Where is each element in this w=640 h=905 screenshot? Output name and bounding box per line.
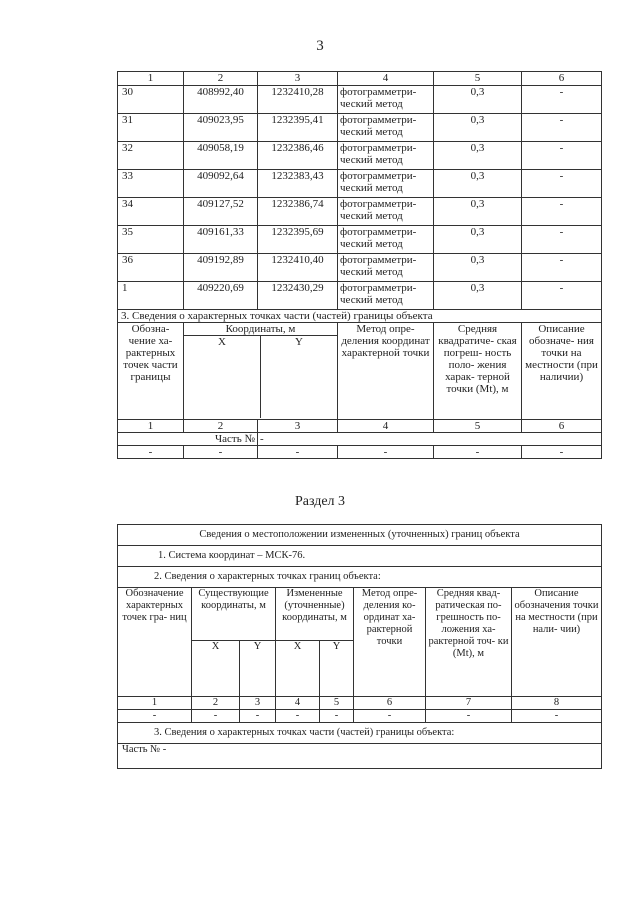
method-line-2: ческий метод <box>340 98 403 110</box>
column-number: 6 <box>522 72 602 86</box>
column-number: 5 <box>434 72 522 86</box>
table-row <box>118 142 602 170</box>
coord-x: 409220,69 <box>184 282 258 310</box>
coordinate-system: 1. Система координат – МСК-76. <box>118 546 602 567</box>
empty-cell: - <box>354 710 426 723</box>
column-number: 3 <box>258 420 338 433</box>
mean-error: 0,3 <box>434 254 522 282</box>
point-number: 1 <box>118 282 184 310</box>
method-line-1: фотограмметри- <box>340 198 417 210</box>
point-number: 30 <box>118 86 184 114</box>
header-point-designation: Обозна- чение ха- рактерных точек части границы <box>118 323 184 420</box>
part-label: Часть № <box>184 433 258 446</box>
method-line-1: фотограмметри- <box>340 226 417 238</box>
column-number: 3 <box>258 72 338 86</box>
point-description: - <box>522 282 602 310</box>
part-row <box>118 433 602 446</box>
column-number: 1 <box>118 420 184 433</box>
header-mean-error: Средняя квад- ратическая по- грешность по- ложения ха- рактерной точ- ки (Mt), м <box>426 588 512 697</box>
header-row <box>118 588 602 641</box>
header-y: Y <box>240 641 276 697</box>
method-cell <box>338 170 434 198</box>
method-line-2: ческий метод <box>340 210 403 222</box>
section-title: 3. Сведения о характерных точках части (частей) границы объекта <box>118 310 602 323</box>
empty-cell: - <box>258 446 338 459</box>
coord-x: 409023,95 <box>184 114 258 142</box>
coord-y: 1232410,28 <box>258 86 338 114</box>
method-line-1: фотограмметри- <box>340 282 417 294</box>
method-line-1: фотограмметри- <box>340 170 417 182</box>
mean-error: 0,3 <box>434 226 522 254</box>
header-y: Y <box>320 641 354 697</box>
points-title: 2. Сведения о характерных точках границ объекта: <box>118 567 602 588</box>
column-number: 5 <box>320 697 354 710</box>
coord-y: 1232386,74 <box>258 198 338 226</box>
table-title: Сведения о местоположении измененных (уточненных) границ объекта <box>118 525 602 546</box>
coordinates-subtable <box>184 323 337 418</box>
empty-cell: - <box>192 710 240 723</box>
method-line-2: ческий метод <box>340 238 403 250</box>
column-number: 2 <box>184 420 258 433</box>
header-description: Описание обозначе- ния точки на местности (при наличии) <box>522 323 602 420</box>
column-number: 3 <box>240 697 276 710</box>
header-description: Описание обозначения точки на местности (при нали- чии) <box>512 588 602 697</box>
column-number: 4 <box>338 72 434 86</box>
boundary-points-table <box>117 71 602 459</box>
empty-cell: - <box>240 710 276 723</box>
point-number: 33 <box>118 170 184 198</box>
coordinates-label: Координаты, м <box>184 323 337 336</box>
header-point-designation: Обозначение характерных точек гра- ниц <box>118 588 192 697</box>
part-points-title-row <box>118 723 602 744</box>
method-cell <box>338 142 434 170</box>
part-spacer <box>118 433 184 446</box>
coord-y: 1232383,43 <box>258 170 338 198</box>
header-existing-coordinates: Существующие координаты, м <box>192 588 276 641</box>
table-row <box>118 86 602 114</box>
mean-error: 0,3 <box>434 198 522 226</box>
empty-row <box>118 446 602 459</box>
page-number: 3 <box>316 38 324 54</box>
header-y: Y <box>295 336 303 348</box>
header-changed-coordinates: Измененные (уточненные) координаты, м <box>276 588 354 641</box>
empty-cell: - <box>512 710 602 723</box>
part-value: - <box>258 433 602 446</box>
section-title-row <box>118 310 602 323</box>
point-description: - <box>522 254 602 282</box>
coord-y: 1232386,46 <box>258 142 338 170</box>
changed-boundaries-table <box>117 524 602 769</box>
column-number: 8 <box>512 697 602 710</box>
method-cell <box>338 254 434 282</box>
table-row <box>118 114 602 142</box>
coord-y: 1232430,29 <box>258 282 338 310</box>
system-row <box>118 546 602 567</box>
mean-error: 0,3 <box>434 114 522 142</box>
empty-cell: - <box>118 446 184 459</box>
point-number: 31 <box>118 114 184 142</box>
point-description: - <box>522 170 602 198</box>
coord-y: 1232395,69 <box>258 226 338 254</box>
method-cell <box>338 226 434 254</box>
method-line-1: фотограмметри- <box>340 114 417 126</box>
mean-error: 0,3 <box>434 170 522 198</box>
coord-x: 409058,19 <box>184 142 258 170</box>
method-cell <box>338 198 434 226</box>
point-description: - <box>522 198 602 226</box>
table-row <box>118 254 602 282</box>
header-method: Метод опре- деления координат характерной точки <box>338 323 434 420</box>
empty-cell: - <box>522 446 602 459</box>
method-line-2: ческий метод <box>340 294 403 306</box>
point-description: - <box>522 142 602 170</box>
method-line-1: фотограмметри- <box>340 254 417 266</box>
coord-x: 409161,33 <box>184 226 258 254</box>
mean-error: 0,3 <box>434 142 522 170</box>
empty-cell: - <box>426 710 512 723</box>
empty-cell: - <box>276 710 320 723</box>
coord-x: 408992,40 <box>184 86 258 114</box>
table-row <box>118 226 602 254</box>
coord-y: 1232395,41 <box>258 114 338 142</box>
column-number-row <box>118 420 602 433</box>
column-number: 6 <box>354 697 426 710</box>
method-line-2: ческий метод <box>340 126 403 138</box>
column-number: 2 <box>192 697 240 710</box>
header-coordinates <box>184 323 338 420</box>
column-number: 2 <box>184 72 258 86</box>
empty-cell: - <box>184 446 258 459</box>
table-row <box>118 170 602 198</box>
section-3-heading: Раздел 3 <box>294 494 346 509</box>
mean-error: 0,3 <box>434 86 522 114</box>
table-header-row <box>118 72 602 86</box>
table-row <box>118 282 602 310</box>
method-cell <box>338 114 434 142</box>
column-number: 4 <box>338 420 434 433</box>
method-line-1: фотограмметри- <box>340 86 417 98</box>
column-number: 6 <box>522 420 602 433</box>
sub-header-row <box>118 323 602 420</box>
column-number: 7 <box>426 697 512 710</box>
column-number: 1 <box>118 697 192 710</box>
empty-cell: - <box>320 710 354 723</box>
mean-error: 0,3 <box>434 282 522 310</box>
part-points-title: 3. Сведения о характерных точках части (частей) границы объекта: <box>118 723 602 744</box>
method-cell <box>338 282 434 310</box>
point-number: 32 <box>118 142 184 170</box>
empty-cell: - <box>434 446 522 459</box>
part-label: Часть № - <box>118 744 602 769</box>
method-cell <box>338 86 434 114</box>
method-line-1: фотограмметри- <box>340 142 417 154</box>
header-method: Метод опре- деления ко- ординат ха- рактерной точки <box>354 588 426 697</box>
point-description: - <box>522 226 602 254</box>
coord-x: 409092,64 <box>184 170 258 198</box>
empty-row <box>118 710 602 723</box>
coord-y: 1232410,40 <box>258 254 338 282</box>
point-description: - <box>522 114 602 142</box>
point-number: 35 <box>118 226 184 254</box>
method-line-2: ческий метод <box>340 182 403 194</box>
method-line-2: ческий метод <box>340 154 403 166</box>
empty-cell: - <box>338 446 434 459</box>
coord-x: 409192,89 <box>184 254 258 282</box>
column-number: 5 <box>434 420 522 433</box>
point-number: 34 <box>118 198 184 226</box>
header-x: X <box>192 641 240 697</box>
point-description: - <box>522 86 602 114</box>
table-row <box>118 198 602 226</box>
header-x: X <box>276 641 320 697</box>
header-x: X <box>184 336 261 419</box>
column-number: 4 <box>276 697 320 710</box>
method-line-2: ческий метод <box>340 266 403 278</box>
column-number-row <box>118 697 602 710</box>
empty-cell: - <box>118 710 192 723</box>
points-title-row <box>118 567 602 588</box>
column-number: 1 <box>118 72 184 86</box>
coord-x: 409127,52 <box>184 198 258 226</box>
part-row <box>118 744 602 769</box>
point-number: 36 <box>118 254 184 282</box>
title-row <box>118 525 602 546</box>
header-mean-error: Средняя квадратиче- ская погреш- ность поло- жения харак- терной точки (Mt), м <box>434 323 522 420</box>
